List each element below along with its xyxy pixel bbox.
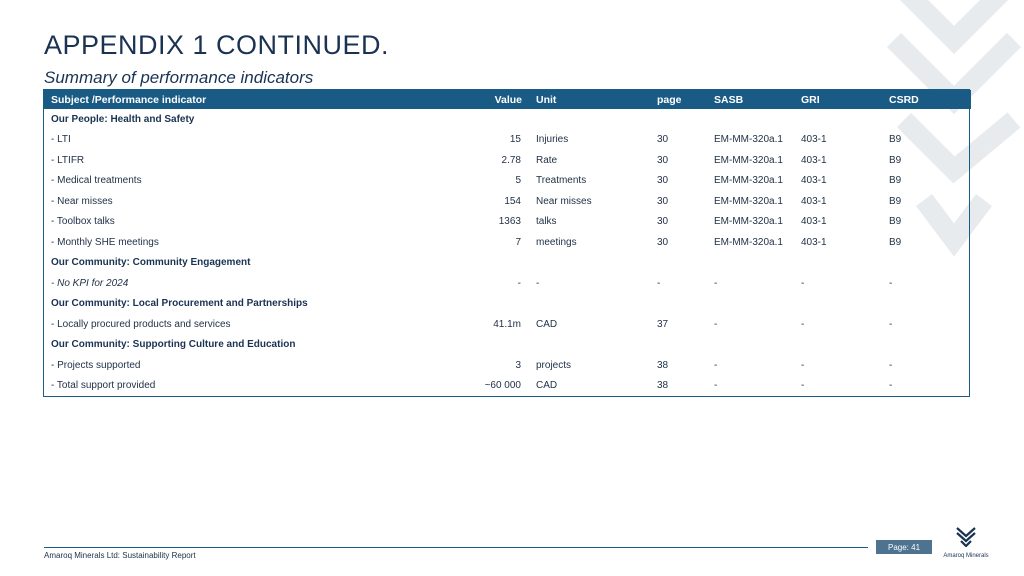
column-header: Unit (536, 93, 557, 106)
column-header: GRI (801, 93, 820, 106)
table-row (44, 130, 971, 151)
cell-sasb: EM-MM-320a.1 (714, 134, 783, 146)
page-subtitle: Summary of performance indicators (44, 68, 314, 87)
table-row (44, 150, 971, 171)
cell-value: 5 (515, 175, 521, 187)
section-row (44, 294, 971, 315)
cell-page: 30 (657, 216, 669, 228)
table-header-row (44, 90, 971, 109)
cell-sasb: EM-MM-320a.1 (714, 216, 783, 228)
section-row (44, 253, 971, 274)
cell-csrd: B9 (889, 195, 902, 207)
section-title: Our Community: Local Procurement and Partnerships (51, 298, 308, 310)
cell-gri: 403-1 (801, 175, 827, 187)
cell-gri: 403-1 (801, 154, 827, 166)
table-row (44, 355, 971, 376)
cell-csrd: - (889, 277, 893, 289)
cell-value: ~60 000 (484, 380, 521, 392)
table-row (44, 273, 971, 294)
cell-page: 30 (657, 154, 669, 166)
cell-page: 37 (657, 318, 669, 330)
brand-logo (942, 527, 990, 559)
section-title: Our Community: Supporting Culture and Education (51, 339, 296, 351)
cell-csrd: B9 (889, 236, 902, 248)
table-row (44, 171, 971, 192)
column-header: page (657, 93, 682, 106)
cell-unit: Near misses (536, 195, 592, 207)
cell-sasb: EM-MM-320a.1 (714, 175, 783, 187)
cell-page: - (657, 277, 661, 289)
cell-gri: - (801, 380, 805, 392)
cell-page: 38 (657, 359, 669, 371)
cell-unit: Rate (536, 154, 558, 166)
cell-sasb: - (714, 318, 718, 330)
cell-gri: - (801, 359, 805, 371)
cell-page: 30 (657, 236, 669, 248)
cell-label: - No KPI for 2024 (51, 277, 129, 289)
section-row (44, 109, 971, 130)
cell-label: - Medical treatments (51, 175, 142, 187)
cell-value: 41.1m (493, 318, 521, 330)
cell-page: 30 (657, 134, 669, 146)
cell-unit: talks (536, 216, 557, 228)
column-header: Subject /Performance indicator (51, 93, 207, 106)
cell-unit: CAD (536, 318, 558, 330)
table-row (44, 232, 971, 253)
cell-sasb: - (714, 277, 718, 289)
cell-value: 154 (504, 195, 521, 207)
cell-value: 1363 (498, 216, 521, 228)
cell-sasb: EM-MM-320a.1 (714, 195, 783, 207)
cell-page: 30 (657, 195, 669, 207)
brand-name: Amaroq Minerals (943, 553, 989, 559)
cell-unit: CAD (536, 380, 558, 392)
cell-label: - LTIFR (51, 154, 85, 166)
cell-gri: - (801, 277, 805, 289)
cell-csrd: - (889, 359, 893, 371)
cell-csrd: - (889, 380, 893, 392)
cell-unit: projects (536, 359, 572, 371)
cell-csrd: - (889, 318, 893, 330)
table-body (44, 109, 971, 396)
table-row (44, 376, 971, 397)
cell-unit: Injuries (536, 134, 569, 146)
fox-logo-icon (955, 527, 977, 547)
cell-gri: 403-1 (801, 236, 827, 248)
cell-label: - LTI (51, 134, 71, 146)
section-title: Our People: Health and Safety (51, 113, 195, 125)
section-title: Our Community: Community Engagement (51, 257, 251, 269)
cell-label: - Toolbox talks (51, 216, 115, 228)
cell-page: 38 (657, 380, 669, 392)
cell-csrd: B9 (889, 134, 902, 146)
cell-value: 7 (515, 236, 521, 248)
cell-unit: Treatments (536, 175, 587, 187)
footer-divider (44, 547, 868, 548)
column-header: CSRD (889, 93, 919, 106)
cell-csrd: B9 (889, 216, 902, 228)
cell-value: - (517, 277, 521, 289)
page-number-badge: Page: 41 (876, 540, 932, 554)
cell-label: - Monthly SHE meetings (51, 236, 159, 248)
performance-table (43, 89, 970, 397)
cell-label: - Locally procured products and services (51, 318, 231, 330)
cell-unit: - (536, 277, 540, 289)
cell-gri: 403-1 (801, 134, 827, 146)
cell-label: - Total support provided (51, 380, 156, 392)
cell-label: - Near misses (51, 195, 113, 207)
cell-gri: 403-1 (801, 216, 827, 228)
section-row (44, 335, 971, 356)
table-row (44, 314, 971, 335)
cell-label: - Projects supported (51, 359, 141, 371)
cell-unit: meetings (536, 236, 577, 248)
cell-value: 3 (515, 359, 521, 371)
cell-sasb: - (714, 380, 718, 392)
cell-value: 2.78 (501, 154, 521, 166)
cell-sasb: - (714, 359, 718, 371)
page-title: APPENDIX 1 CONTINUED. (44, 30, 390, 60)
table-row (44, 191, 971, 212)
cell-gri: 403-1 (801, 195, 827, 207)
cell-sasb: EM-MM-320a.1 (714, 154, 783, 166)
cell-value: 15 (509, 134, 521, 146)
table-row (44, 212, 971, 233)
column-header: Value (494, 93, 522, 106)
cell-csrd: B9 (889, 154, 902, 166)
column-header: SASB (714, 93, 744, 106)
cell-gri: - (801, 318, 805, 330)
footer-text: Amaroq Minerals Ltd: Sustainability Report (44, 551, 196, 560)
cell-sasb: EM-MM-320a.1 (714, 236, 783, 248)
cell-csrd: B9 (889, 175, 902, 187)
cell-page: 30 (657, 175, 669, 187)
